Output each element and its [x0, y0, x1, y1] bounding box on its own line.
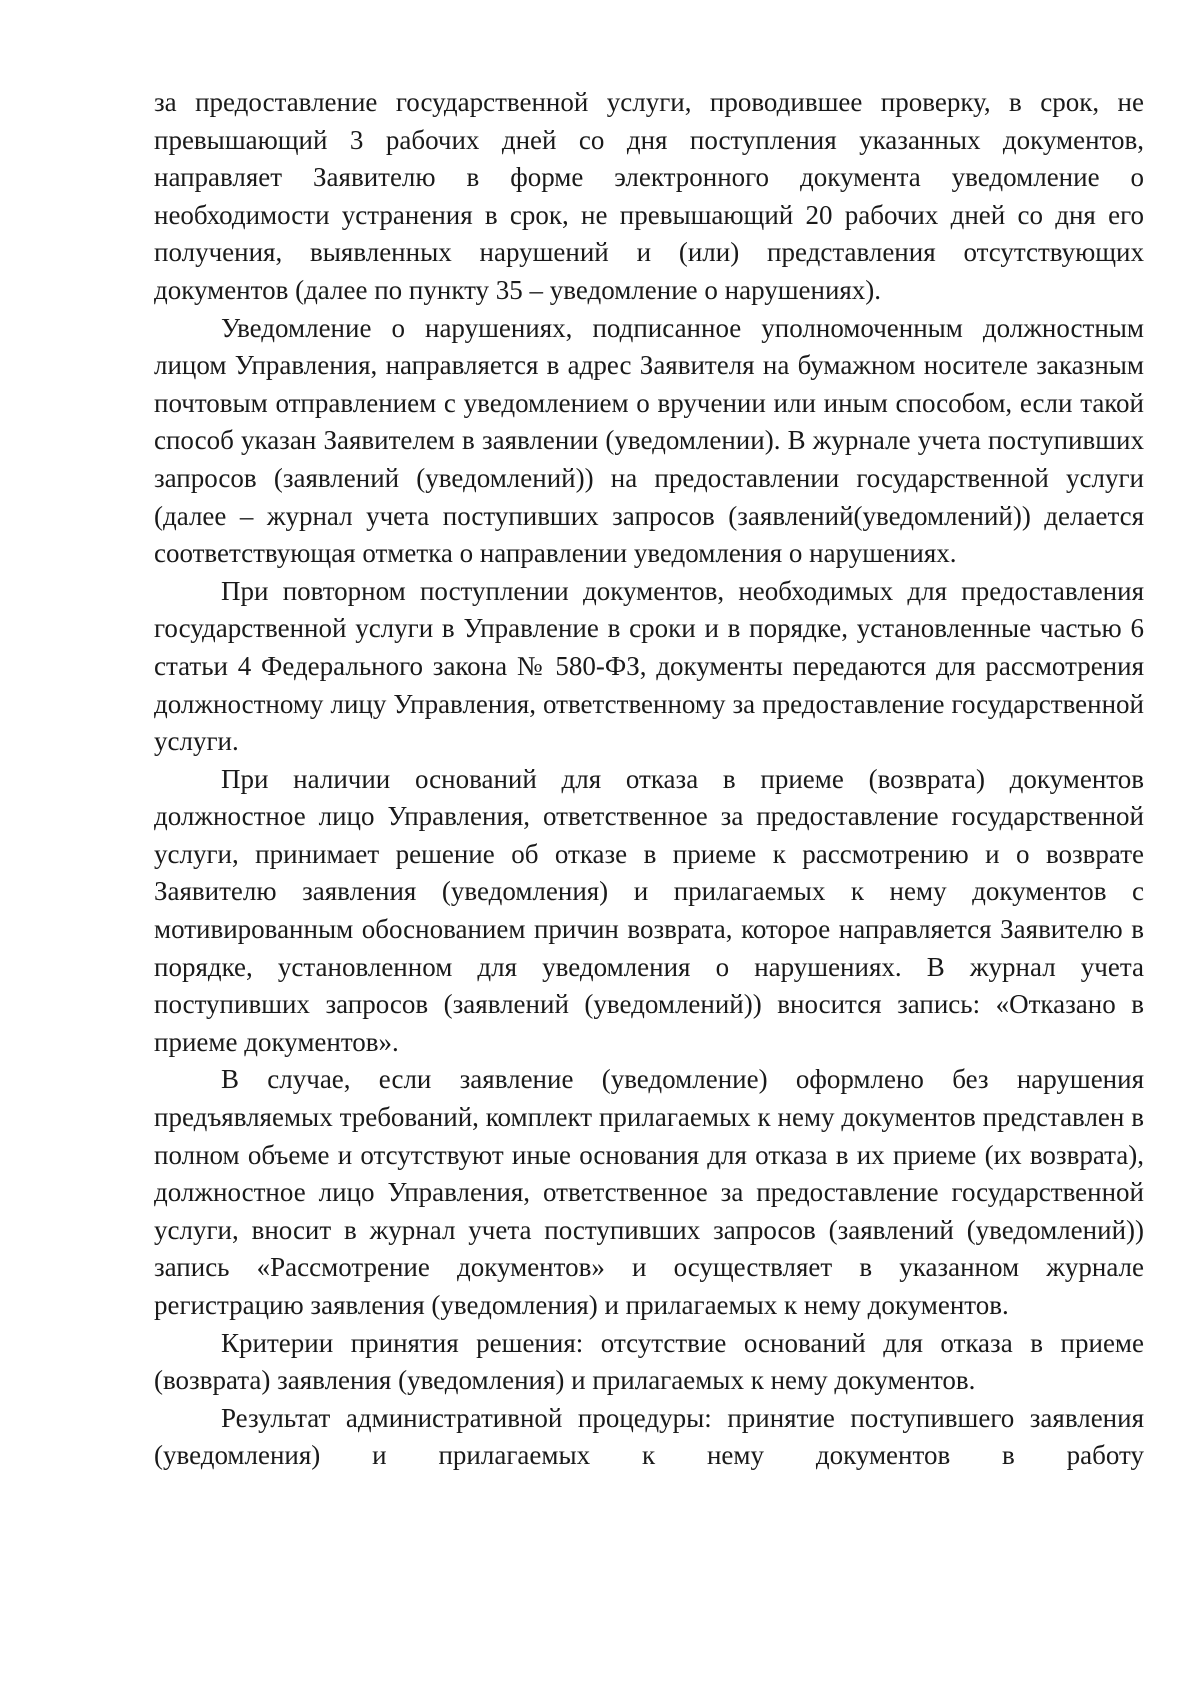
paragraph-decision-criteria: Критерии принятия решения: отсутствие оснований для отказа в приеме (возврата) заявления (уведомления) и прилагаемых к нему документов.: [154, 1327, 1144, 1396]
paragraph-violation-notice: Уведомление о нарушениях, подписанное уполномоченным должностным лицом Управления, направляется в адрес Заявителя на бумажном носителе заказным почтовым отправлением с уведомлением о вручении или иным способом, если такой способ указан Заявителем в заявлении (уведомлении). В журнале учета поступивших запросов (заявлений (уведомлений)) на предоставлении государственной услуги (далее – журнал учета поступивших запросов (заявлений(уведомлений)) делается соответствующая отметка о направлении уведомления о нарушениях.: [154, 312, 1144, 569]
paragraph-refusal-grounds: При наличии оснований для отказа в приеме (возврата) документов должностное лицо Управления, ответственное за предоставление государственной услуги, принимает решение об отказе в приеме к рассмотрению и о возврате Заявителю заявления (уведомления) и прилагаемых к нему документов с мотивированным обоснованием причин возврата, которое направляется Заявителю в порядке, установленном для уведомления о нарушениях. В журнал учета поступивших запросов (заявлений (уведомлений)) вносится запись: «Отказано в приеме документов».: [154, 763, 1144, 1057]
document-body: [154, 84, 1144, 1475]
paragraph-registration: В случае, если заявление (уведомление) оформлено без нарушения предъявляемых требований, комплект прилагаемых к нему документов представлен в полном объеме и отсутствуют иные основания для отказа в их приеме (их возврата), должностное лицо Управления, ответственное за предоставление государственной услуги, вносит в журнал учета поступивших запросов (заявлений (уведомлений)) запись «Рассмотрение документов» и осуществляет в указанном журнале регистрацию заявления (уведомления) и прилагаемых к нему документов.: [154, 1064, 1144, 1320]
paragraph-continuation: за предоставление государственной услуги, проводившее проверку, в срок, не превышающий 3 рабочих дней со дня поступления указанных документов, направляет Заявителю в форме электронного документа уведомление о необходимости устранения в срок, не превышающий 20 рабочих дней со дня его получения, выявленных нарушений и (или) представления отсутствующих документов (далее по пункту 35 – уведомление о нарушениях).: [154, 87, 1144, 305]
paragraph-procedure-result: Результат административной процедуры: принятие поступившего заявления (уведомления) и прилагаемых к нему документов в работу: [154, 1402, 1144, 1471]
paragraph-repeat-submission: При повторном поступлении документов, необходимых для предоставления государственной услуги в Управление в сроки и в порядке, установленные частью 6 статьи 4 Федерального закона № 580-ФЗ, документы передаются для рассмотрения должностному лицу Управления, ответственному за предоставление государственной услуги.: [154, 575, 1144, 757]
